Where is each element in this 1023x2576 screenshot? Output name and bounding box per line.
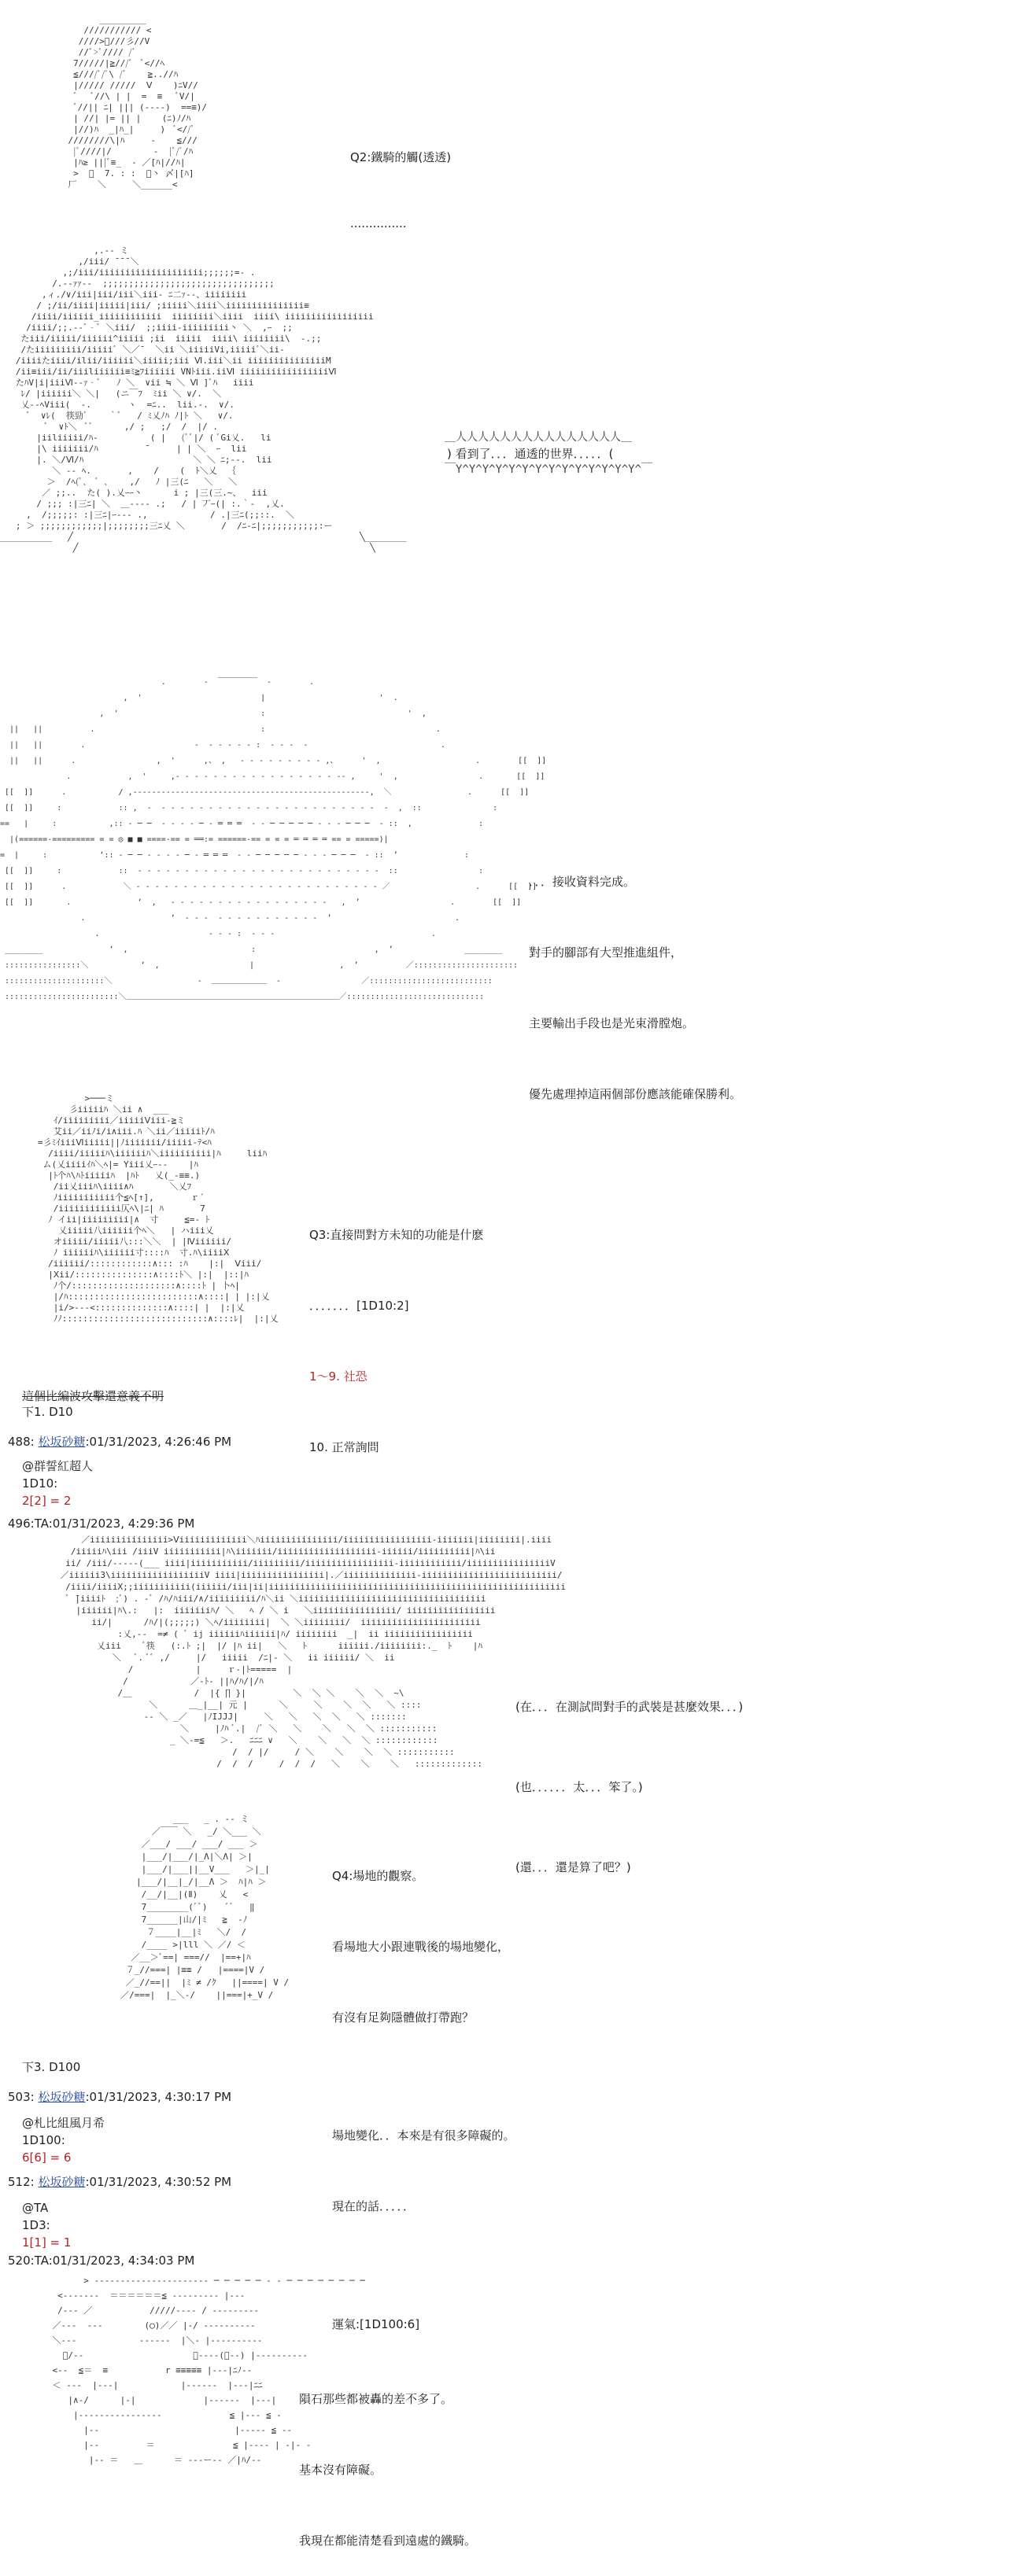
scene6-line-8: 運氣:[1D100:6] (332, 2317, 420, 2331)
post-512-line-3: 1[1] = 1 (22, 2235, 72, 2250)
scene5-line-3: (還．．．還是算了吧？) (515, 1860, 631, 1874)
post-503-line-2: 1D100: (22, 2133, 65, 2147)
post-503-body (22, 2114, 105, 2166)
post-512-line-1: @TA (22, 2201, 49, 2215)
scene1-line-1: Q2:鐵騎的觸(透透) (350, 150, 452, 164)
ascii-art-targeting-scope: . - ￣￣￣￣￣ - . , ' | ' . , ' : ' , || || . : . || || . - ‐ ‐ ‐ ‐ ‐ : ‐ ‐ ‐ - . || || . , ' ,、 , ‐ ‐ ‐ ‐ ‐ ‐ ‐ ‐ ‐ ,、 ' , . [[ ]] . , ' ,‐ ‐ ‐ ‐ ‐ ‐ ‐ ‐ ‐ ‐ ‐ ‐ ‐ ‐ ‐ ‐ ‐ ‐‐ , ' , . [[ ]] [[ ]] . / ,‐‐‐‐‐‐‐‐‐‐‐‐‐‐‐‐‐‐‐‐‐‐‐‐‐‐‐‐‐‐‐‐‐‐‐‐‐‐‐‐‐‐‐‐‐‐‐‐‐‐, ＼ . [[ ]] [[ ]] : :: , - ‐ ‐ ‐ ‐ ‐ ‐ ‐ ‐ ‐ ‐ ‐ ‐ ‐ ‐ ‐ ‐ ‐ ‐ ‐ ‐ ‐ ‐ ‐ - , :: : == | : ,:: ‐ ─ ─ ‐ ‐ ‐ ‐ ─ ‐ ═ ═ ═ ‐ ‐ ─ ─ ─ ─ ─ ‐ ‐ ‐ ─ ─ ─ ‐ :: , : |(======-========= = = ◎ ■ ■ ====-== = ══:= ======-== = = = ═ ═ ═ ═ == = =====)| = | : ‘:: ‐ ─ ─ ‐ ‐ ‐ ‐ ─ ‐ ═ ═ ═ ‐ ‐ ─ ─ ─ ─ ─ ‐ ‐ ‐ ─ ─ ─ ‐ :: ’ : [[ ]] : :: ‐ ‐ ‐ ‐ ‐ ‐ ‐ ‐ ‐ ‐ ‐ ‐ ‐ ‐ ‐ ‐ ‐ ‐ ‐ ‐ ‐ ‐ ‐ ‐ ‐ ‐ :: : [[ ]] . ＼ ‐ ‐ ‐ ‐ ‐ ‐ ‐ ‐ ‐ ‐ ‐ ‐ ‐ ‐ ‐ ‐ ‐ ‐ ‐ ‐ ‐ ‐ ‐ ‐ ‐ ‐ ／ . [[ ]] [[ ]] . ‘ , ‐ ‐ ‐ ‐ ‐ ‐ ‐ ‐ ‐ ‐ ‐ ‐ ‐ ‐ ‐ ‐ ‐ , ’ . [[ ]] . ‘ ‐ ‐ ‐ ‐ ‐ ‐ ‐ ‐ ‐ ‐ ‐ ‐ ‐ ‐ ’ . . ‐ ‐ ‐ : ‐ ‐ ‐ . ________ ‘ , : , ’ ________ ::::::::::::::::＼ ‘ , | , ’ ／:::::::::::::::::::::: :::::::::::::::::::::＼ ‐ ＿＿＿＿＿＿＿ ‐ ／:::::::::::::::::::::::::: ::::::::::::::::::::::::＼＿＿＿＿＿＿＿＿＿＿＿＿＿＿＿＿＿＿＿＿＿＿＿＿＿＿＿／::::::::::::::::::::::::::::: (0, 678, 547, 1001)
ascii-art-scene2: ,.-‐ ミ ,/iii/ ̄ ̄ ̄ ＼ ,;/iii/iiiiiiiiiiiiiiiiiiii;;;;;;=- . /.-‐ｧｧ‐- ;;;;;;;;;;;;;;;;;;;;;;;;;;;;;;;;; ,ィ./∨/iii|iii/iii＼iii- ﾆ二ｧ‐‐、iiiiiiii / ;/ii/iiii|iiiii|iii/ ;iiiii＼iiii＼iiiiiiiiiiiiiii≡ /iiii/iiiiii_iiiiiiiiiiii iiiiiiii＼iiii iiii\ iiiiiiiiiiiiiiiii /iiii/;;.-‐ﾞ‐ﾞ ＼iii/ ;;iiii-iiiiiiiii丶 ＼ ,ｰ ;; たiii/iiiii/iiiiii^iiiii ;ii iiiii iiii\ iiiiiiii\ -.;; /たiiiiiiiii/iiiiiﾞ ＼／ˉ ＼ii ＼iiiiiVi,iiiiiﾞ＼ii- /iiiiたiiii/ilii/iiiiii＼iiiii;iii Ⅵ.iii＼ii iiiiiiiiiiiiiiiM /ii≡iii/ii/iiiliiiiii≡ﾐ≧ﾌiiiiii VNﾄiii.iiⅥ iiiiiiiiiiiiiiiiiⅥ たﾊV|i|iiiⅥ--ｧ‐ﾞ ﾉ ＼ ∨ii ≒ ＼ Ⅵ ]ﾞﾊ iiii ﾚ/ |iiiiii＼ ＼| (ニ￣ﾌ ﾐii ＼ ∨/. ＼ 乂-‐ﾍViii( -. ヽ =ﾆ.. lii.-. ∨/. ﾞ ∨ﾚ( 筷勁ﾞ ｀ﾞ / ﾐ乂ﾉﾊ ﾉ|ﾄ ＼ ∨/. ﾞ ∨ﾄ＼ ﾞﾞ ,/ ; ;/ / |/ . |iiliiiii/ﾊ- ( | (ﾞﾞ|/ ( ﾞGi乂. li |\ iiiiiii/ﾊ ̄ | | ＼ ｰ lii |. ＼/Ⅵ/ﾊ ＼ ＼ ﾆ;--. lii ＼ -‐ ﾍ. , / ( ﾄ＼乂 ｛ ＞ /ﾍ(ﾟ､ ﾞ ､ ,/ ﾉ |三(ﾆ ＼ ＼ ／ ;;.. た( ).乂ｰｰ丶 i ; |三(三.~、 iii / ;;; :|三ﾆ| ＼ ＿‐‐‐‐ .; / | 丆ｰ(| :.｀- ,乂. , /;;;;;: :|三ﾆ|ｰ‐‐‐ ., / .|三ﾆ(;;::. ＼ ; ＞ ;;;;;;;;;;;;|;;;;;;;;三ﾆ乂 ＼ / /ﾆ‐ﾆ|;;;;;;;;;;;:ー __________ ╱ ╲________ ╱ ╲ (0, 245, 407, 553)
scene5-text (515, 1640, 743, 1907)
post-520-header: 520:TA:01/31/2023, 4:34:03 PM (8, 2254, 195, 2268)
post-503-line-3: 6[6] = 6 (22, 2150, 72, 2165)
post-520-user: TA (34, 2254, 49, 2268)
scene3-text (529, 823, 741, 1130)
post-488-line-3: 2[2] = 2 (22, 1494, 72, 1508)
speech-bubble-top: ＿人人人人人人人人人人人人人人人＿ (445, 431, 632, 444)
post-512-user-link[interactable]: 松坂砂糖 (38, 2175, 86, 2189)
scene6-line-6: 現在的話．．．．． (332, 2199, 415, 2213)
post-488-line-2: 1D10: (22, 1476, 58, 1491)
post-488-user-link[interactable]: 松坂砂糖 (38, 1435, 86, 1449)
post-503-user-link[interactable]: 松坂砂糖 (38, 2090, 86, 2104)
scene3-line-2: 對手的腳部有大型推進組件， (529, 945, 683, 960)
scene6-line-5: 場地變化．．本來是有很多障礙的。 (332, 2128, 515, 2143)
scene5-line-1: (在．．．在測試問對手的武裝是甚麼效果．．．) (515, 1700, 744, 1714)
ascii-art-scene4: >───ミ 彡iiiiiﾊ ＼ii ∧ ___ ｲ/iiiiiiiii／iiiiiⅤiii‐≧ミ 艾ii／iiﾉi/i∧iii.ﾊ ＼ii／iiiiiﾄ/ﾊ =彡ﾐｲiiiⅥiiiii||ﾉiiiiiii/iiiii‐ﾃ<ﾊ /iiii/iiiiiﾊ\iiiiiiﾊ＼iiiiiiiiii|ﾊ liiﾊ ム(乂iiiiｲﾊ＼ﾍ|= Yiii乂ｰ‐‐ |ﾊ |ﾄ个ﾊ\ﾊﾄiiiiiﾊ |ﾊﾄ 乂(_-≡≡.) /ii乂iiiﾊ\iiii∧ﾊ ＼乂ﾌ ﾉiiiiiiiiiii个≦ﾍ[↑], ｒ´ /iiiiiiiiiiii仄ﾍ\|ﾆ| ﾊ 7 ﾉ イii|iiiiiiiii|∧ 寸 ≦=‐ ﾄ 乂iiiii八iiiiii个ﾍ＼ | ハiii乂 オiiiii/iiiii八:::＼＼ | |Ⅳiiiiii/ ﾉ iiiiiiﾊ\iiiiii寸::::ﾊ 寸.ﾊ\iiiiⅩ /iiiiii/::::::::::::∧::: :ﾊ |:| Ⅴiii/ |Ⅹii/:::::::::::::::∧::::ﾄ＼ |:| |::|ﾊ ﾉ个/::::::::::::::::::::∧::::ﾄ | 卜ﾍ| |/ﾊ:::::::::::::::::::::::::∧::::| | |:|乂 |i/>‐‐‐<::::::::::::::∧::::| | |:|乂 ﾉﾉ::::::::::::::::::::::::::::∧::::ﾚ| |:|乂 (37, 1093, 279, 1324)
post-496-time: 01/31/2023, 4:29:36 PM (52, 1516, 195, 1531)
speech-bubble-text: ) 看到了．．．通透的世界．．．．．( (447, 447, 618, 461)
scene4-line-2: ．．．．．．．[1D10:2] (309, 1299, 409, 1313)
post-496-header: 496:TA:01/31/2023, 4:29:36 PM (8, 1516, 195, 1531)
post-488-time: 01/31/2023, 4:26:46 PM (89, 1435, 232, 1449)
scene4-caption-1: 這個比編波攻擊還意義不明 (22, 1389, 164, 1403)
post-512-body (22, 2199, 71, 2251)
scene4-text (309, 1176, 483, 1483)
scene1-text (350, 102, 451, 256)
post-503-header: 503: 松坂砂糖:01/31/2023, 4:30:17 PM (8, 2090, 232, 2104)
post-512-header: 512: 松坂砂糖:01/31/2023, 4:30:52 PM (8, 2175, 232, 2189)
scene4-caption-2: 下1. D10 (22, 1405, 73, 1419)
post-520-time: 01/31/2023, 4:34:03 PM (52, 2254, 195, 2268)
scene4-line-3: 1～9. 社恐 (309, 1369, 367, 1384)
ascii-art-scene5: ／iiiiiiiiiiiiiii>Ⅴiiiiiiiiiiiii＼ﾊiiiiiiiiiiiiiii/iiiiiiiiiiiiiiiii-iiiiiii|iiiiiiii|.iiii /iiiiiﾊ\iii /iiiV iiiiiiiiiii|ﾊ\iiiiiii/iiiiiiiiiiiiiiiiiii-iiiiii/iiiiiiiiii|ﾊ\ii ii/ /iii/‐‐‐‐‐(___ iiii|iiiiiiiiiii/iiiiiiiii/iiiiiiiiiiiiiiiii-iiiiiiiiiiii/iiiiiiiiiiiiiiiiV ／iiiiii3\iiiiiiiiiiiiiiiiiiV iiii|iiiiiiiiiiiiiiii|.／iiiiiiiiiiiiii-iiiiiiiiiiiiiiiiiiiiiiiiii/ /iiii/iiiiX;;iiiiiiiiiii(iiiiii/iii|ii|iiiiiiiiiiiiiiiiiiiiiiiiiiiiiiiiiiiiiiiiiiiiiiiiiiiiiiiii ﾞ ̄|iiiiﾄ ;ﾞ) . -ﾞ /ﾊ/ﾊiii/∧/iiiiiiiii/ﾊ＼ii ＼iiiiiiiiiiiiiiiiiiiiiiiiiiiiiiiiiiii |iiiiii|ﾊ\.: |: iiiiiiiﾊ/ ＼ ﾍ / ＼ i ＼iiiiiiiiiiiiiiii/ iiiiiiiiiiiiiiiii ii/| /ﾊ/|(;;;;;) ＼ﾍ/iiiiiiii| ＼ ＼iiiiiiii/ iiiiiiiiiiiiiiiiiiiiiii :乂,-‐ =≠ ( ﾞ ij iiiiiiﾊiiiiii|ﾊ/ iiiiiiii _| ii iiiiiiiiiiiiiiiii 乂iii ﾞ筷 (:.ﾄ ;| |/ |ﾊ ii| ＼ ﾄ iiiiii./iiiiiiii:._ ﾄ |ﾊ ＼ ﾞ. ﾞﾞ ,/ |/ iiiii /ﾆ|- ＼ ii iiiiii/ ＼ ii / | ｒ‐|ﾄ===== | / ／‐ﾄ‐ ||ﾊ/ﾊ/|/ﾊ /＿ / |{ ∏ }| ＼ ＼ ＼ ＼ ＼ ~\ ＼ ＿_|__| 元 | ＼ ＼ ＼ ＼ ＼ :::: ‐‐ ＼ _／ |ﾉIJJJ| ＼ ＼ ＼ ＼ ＼ ::::::: ＼ |ﾉﾊ ﾞ.| /ﾞ ＼ ＼ ＼ ＼ ＼ ::::::::::: _ ＼‐=≦ ＞. ﾆﾆﾆ ∨ ＼ ＼ ＼ ＼ :::::::::::: / / |/ / ＼ ＼ ＼ ＼ ::::::::::: / / / / / / ＼ ＼ ＼ ::::::::::::: (60, 1535, 567, 1769)
scene6-caption: 下3. D100 (22, 2060, 81, 2074)
post-488-body (22, 1458, 93, 1509)
ascii-art-scene6: ___ _ . ‐‐ ミ ／￣￣ ＼ _/ ＼___ ＼ ／___/ ___/ ___/ ___ ＞ |___/|___/|_Λ|＼Λ| ＞| |___/|___||__V___ ＞|_| |___/|__|_/|__Λ ＞ ﾊ|ﾊ ＞ /__/|__|(Ⅱ) 乂 < 7________(ﾞﾞ) ﾞﾞ ‖ 7______|山/|ﾐ ≧ -ﾉ ７____|__|ﾐ ＼/ / /____ >|lll ＼ ／/ ＜ ／__＞ﾞ==| ===// |==+|ﾊ ７_//===| |≡≡ / |====|V / ／_//==|| |ﾐ ≠ /ｸ ||====| V / ／/===| |_＼‐/ ||===|+_V / (120, 1814, 290, 2000)
scene7-line-1: 隕石那些都被轟的差不多了。 (299, 2392, 453, 2406)
post-520-id: 520 (8, 2254, 31, 2268)
post-488-line-1: @群誓紅超人 (22, 1459, 94, 1473)
post-496-id: 496 (8, 1516, 31, 1531)
scene3-line-3: 主要輸出手段也是光束滑膛炮。 (529, 1016, 695, 1030)
post-496-user: TA (34, 1516, 49, 1531)
ascii-art-scene1: _________ /////////// < ////>ﾞ///彡//V //ﾞ>ﾞ//// /ﾞ 7/////|≧///ﾞ ﾞ<//ﾍ ≦////ﾟ/ﾟ\ /ﾞ ≧..//ﾊ |///// ///// Ⅴ )ﾆV// ﾞ ﾞ//\ | | = ≡ ﾞV/| ﾞ//|| ﾆ| ||| (----) ==≡)/ | //| |= || | (ﾆ)ﾉ/ﾊ |//)ﾊ _|ﾊ_| ) ﾞ<//ﾟ ////////\|ﾊ - ≦/// |ﾟ////|/ - |ﾞ/ﾟ/ﾊ |ﾊ≥ |||ﾞ≡_ - ／[ﾊ|//ﾊ| > ﾞ 7. : : ﾞ丶 〆|[ﾊ] 厂 ＼ ＼______< (68, 14, 208, 190)
ascii-art-scene7: > ‐‐‐‐‐‐‐‐‐‐‐‐‐‐‐‐‐‐‐‐‐‐ ─ ─ ─ ─ ─ ‐ ‐ ─ ─ ─ ─ ─ ─ ─ ─ <‐‐‐‐‐‐‐ ＝＝＝＝＝＝≦ ‐‐‐‐‐‐‐‐‐ |‐‐‐ /‐‐‐ ／ /////‐‐‐‐ / ‐‐‐‐‐‐‐‐‐ ／‐‐‐ ‐‐‐ (◯)／／ |‐/ ‐‐‐‐‐‐‐‐‐‐ ＼‐‐‐ ‐‐‐‐‐‐ |＼‐ |‐‐‐‐‐‐‐‐‐‐ ﾞ/‐‐ ＞‐‐‐‐(ﾞ‐‐) |‐‐‐‐‐‐‐‐‐‐ <‐‐ ≦＝ ≡ r ≡≡≡≡≡ |‐‐‐|ﾆﾉ‐‐ ＜ ‐‐‐ |‐‐‐| |‐‐‐‐‐‐ |‐‐‐|ﾆﾆ |∧-/ |‐| |‐‐‐‐‐‐ |‐‐‐| |‐‐‐‐‐‐‐‐‐‐‐‐‐‐‐‐ ≦ |‐‐‐ ≦ ‐ |‐‐ |‐‐‐‐‐ ≦ ‐‐ |‐‐ ＝ ≦ |‐‐‐‐ | ‐|‐ ‐ |‐‐ ＝ ＿ ＝ ‐‐‐ー‐‐ ／|ﾊ/‐‐ (52, 2276, 365, 2465)
scene6-line-1: Q4:場地的觀察。 (332, 1869, 424, 1883)
speech-bubble-bottom: ￣Y^Y^Y^Y^Y^Y^Y^Y^Y^Y^Y^Y^Y^Y^￣ (445, 463, 653, 476)
scene6-line-3: 有沒有足夠隱體做打帶跑？ (332, 2010, 475, 2025)
scene7-text (299, 2340, 476, 2576)
scene5-line-2: (也．．．．．．太．．．笨了。) (515, 1780, 643, 1794)
post-503-id: 503 (8, 2090, 31, 2104)
post-512-line-2: 1D3: (22, 2218, 50, 2232)
scene7-line-2: 基本沒有障礙。 (299, 2463, 382, 2477)
scene1-line-2: ............... (350, 216, 407, 230)
scene6-line-2: 看場地大小跟連戰後的場地變化， (332, 1940, 510, 1954)
post-512-id: 512 (8, 2175, 31, 2189)
post-503-time: 01/31/2023, 4:30:17 PM (89, 2090, 232, 2104)
scene3-line-4: 優先處理掉這兩個部份應該能確保勝利。 (529, 1087, 742, 1101)
post-503-line-1: @札比組風月希 (22, 2116, 105, 2130)
post-512-time: 01/31/2023, 4:30:52 PM (89, 2175, 232, 2189)
scene7-line-3: 我現在都能清楚看到遠處的鐵騎。 (299, 2534, 477, 2548)
post-488-id: 488 (8, 1435, 31, 1449)
post-488-header: 488: 松坂砂糖:01/31/2023, 4:26:46 PM (8, 1435, 232, 1449)
scene3-line-1: ．．．接收資料完成。 (529, 875, 636, 889)
scene4-line-1: Q3:直接問對方未知的功能是什麽 (309, 1228, 484, 1242)
scene4-line-4: 10. 正常詢問 (309, 1440, 379, 1454)
